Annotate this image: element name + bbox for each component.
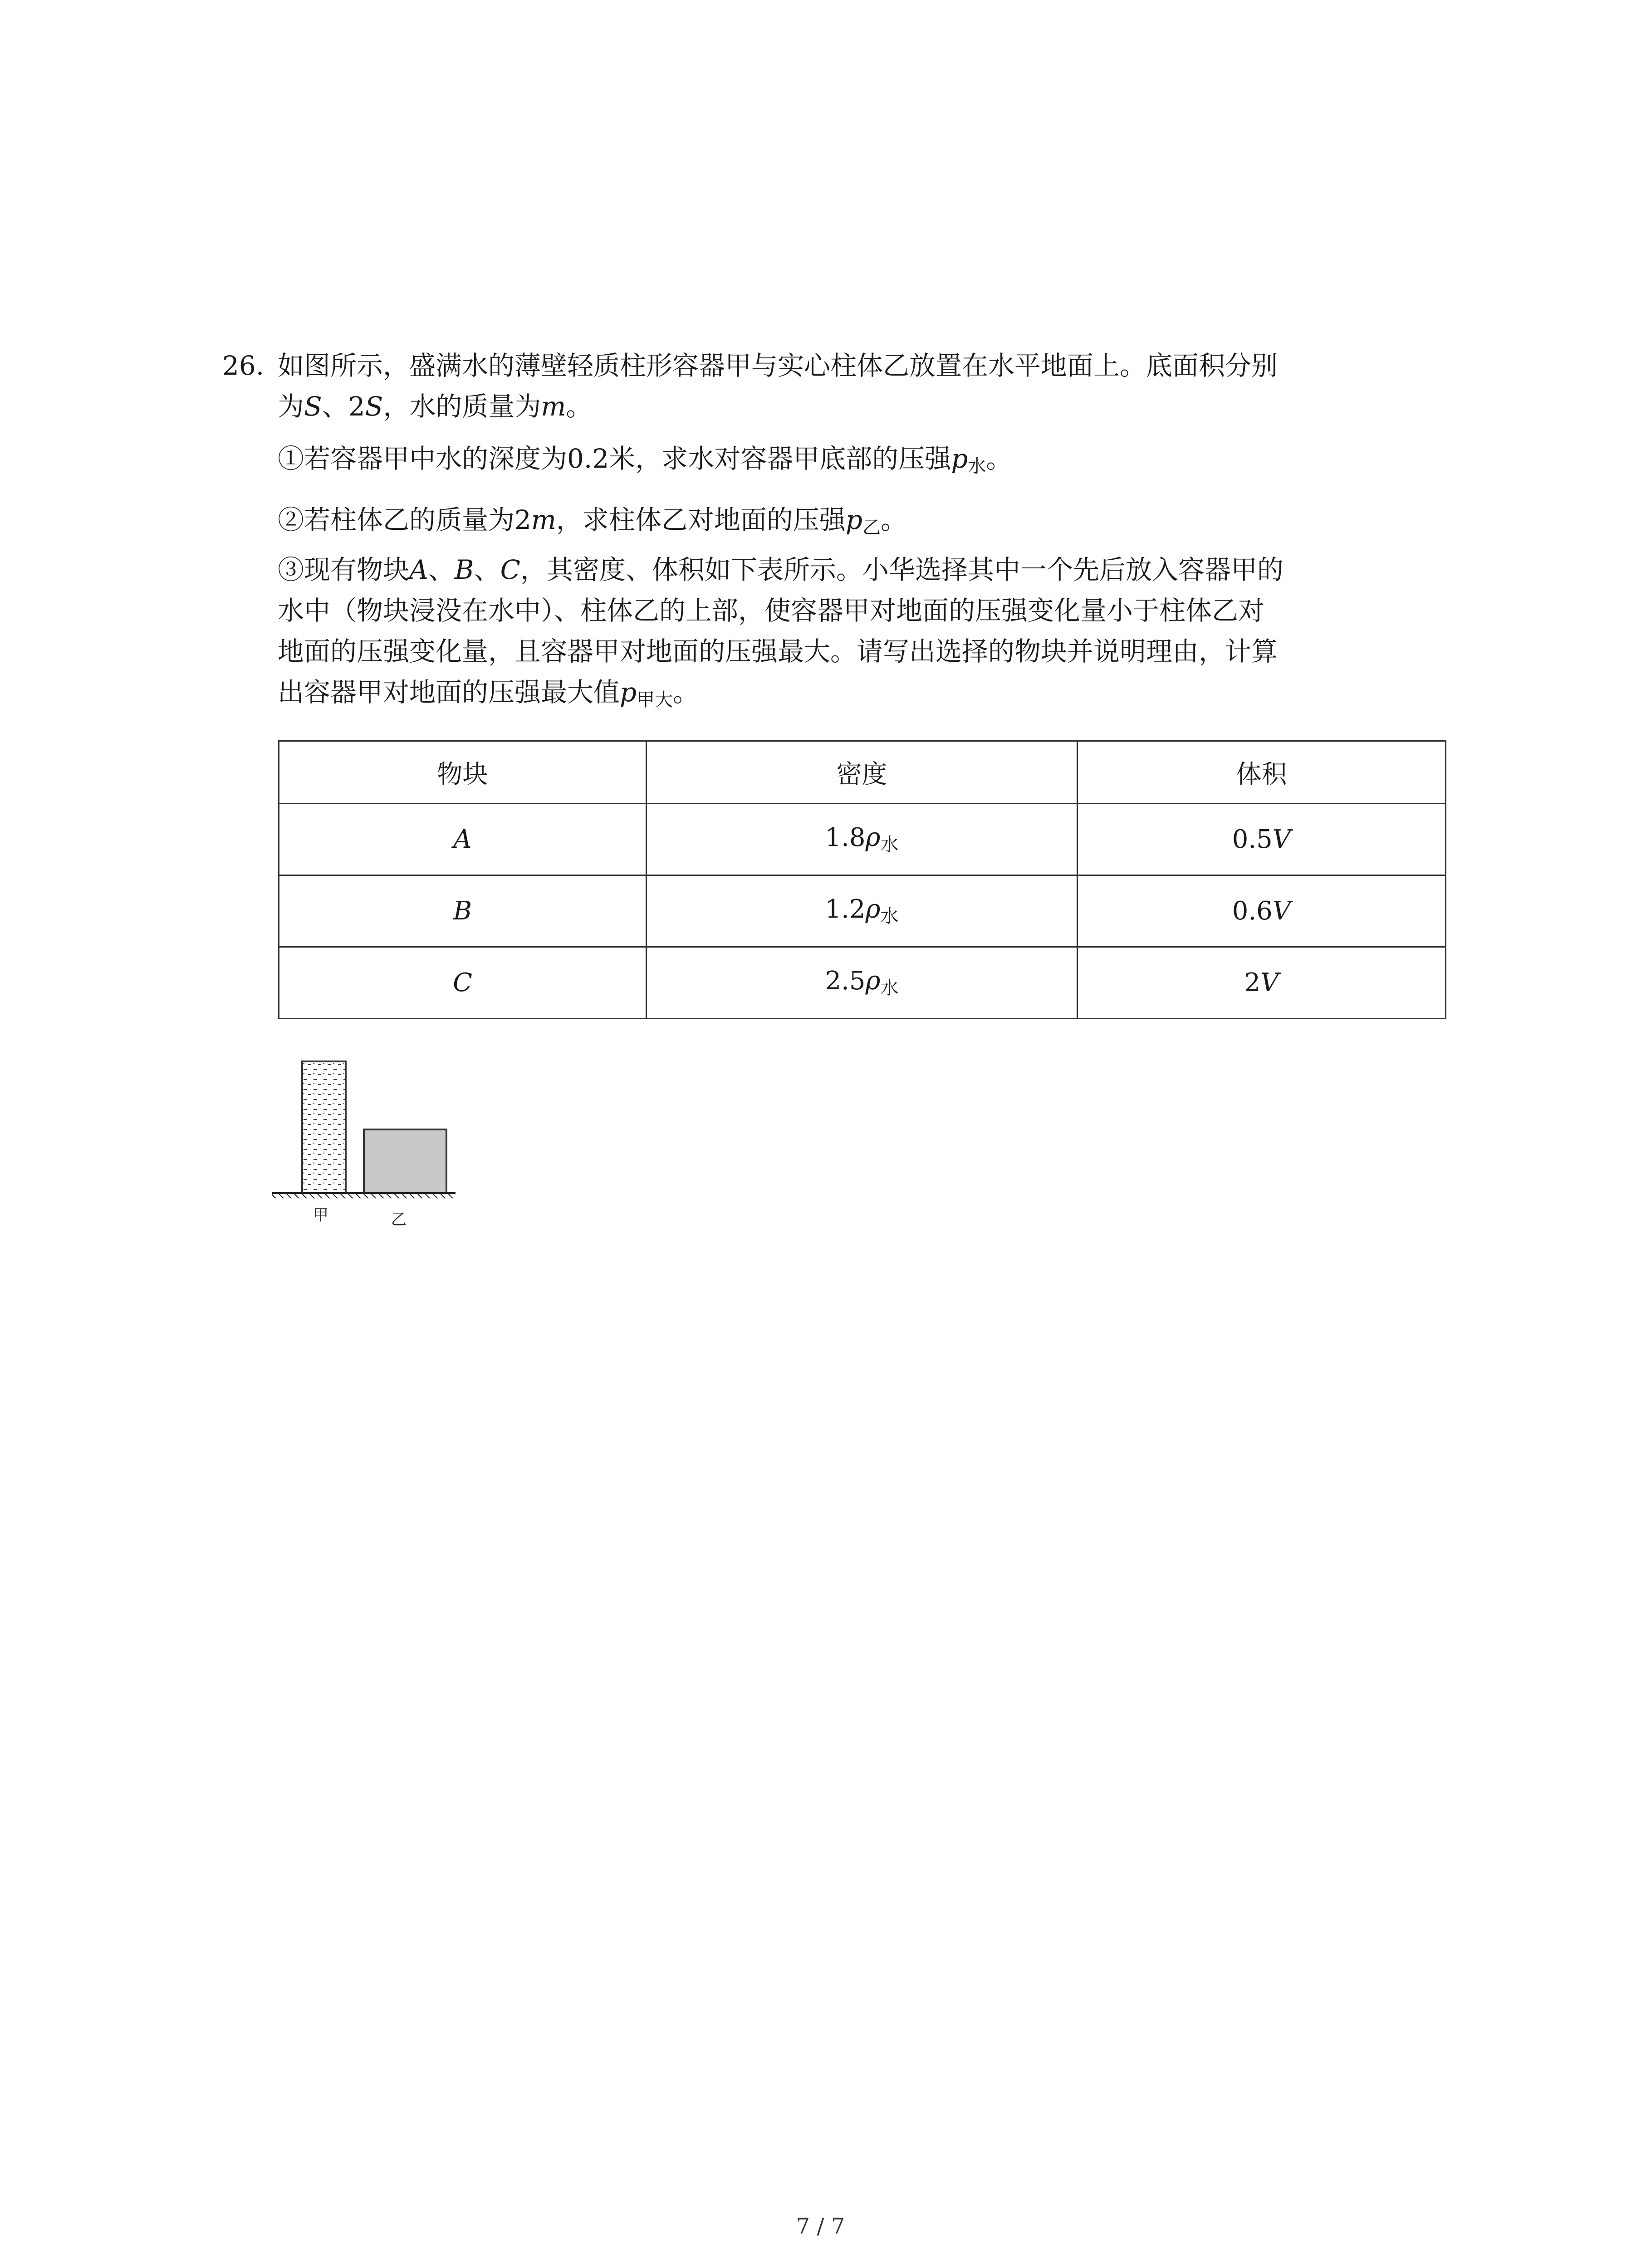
header-volume: 体积: [1078, 741, 1446, 804]
var-p: p: [951, 443, 968, 474]
question-stem-line2: [278, 390, 592, 423]
cell-density: [647, 875, 1078, 947]
label-yi: 乙: [391, 1211, 407, 1229]
sub2-text: ，求柱体乙对地面的压强: [556, 504, 846, 535]
rho-subscript: 水: [880, 978, 899, 998]
var-p: p: [845, 504, 863, 535]
subquestion-3-line2: 水中（物块浸没在水中）、柱体乙的上部，使容器甲对地面的压强变化量小于柱体乙对: [278, 595, 1265, 626]
table-header-row: [279, 741, 1446, 804]
density-num: 1.8: [825, 823, 866, 852]
blocks-table: [278, 740, 1446, 1019]
rho-subscript: 水: [880, 834, 899, 855]
var-S: S: [304, 391, 322, 422]
sub3-sep: 、: [428, 554, 455, 585]
cell-volume: [1078, 804, 1446, 875]
cell-block: [279, 875, 647, 947]
cell-volume: [1078, 875, 1446, 947]
cell-block: [279, 947, 647, 1019]
density-num: 1.2: [825, 894, 866, 924]
var-C: C: [500, 554, 520, 585]
volume-num: 2: [1244, 968, 1261, 997]
cell-density: [647, 804, 1078, 875]
volume-num: 0.6: [1232, 896, 1273, 926]
sub3-text: 出容器甲对地面的压强最大值: [278, 677, 620, 708]
block-name: B: [453, 896, 472, 926]
table-row: [279, 804, 1446, 875]
subquestion-1: [278, 442, 1012, 483]
volume-unit: V: [1272, 825, 1291, 854]
page-number: 7 / 7: [796, 2214, 845, 2239]
var-A: A: [409, 554, 428, 585]
containers-figure: [272, 1057, 463, 1247]
sub2-end: 。: [881, 504, 907, 535]
question-number: 26.: [222, 350, 265, 381]
volume-unit: V: [1272, 896, 1291, 926]
container-jia: [302, 1061, 346, 1193]
rho-subscript: 水: [880, 906, 899, 927]
subscript: 甲大: [637, 689, 673, 710]
sub1-end: 。: [986, 443, 1013, 474]
table-row: [279, 947, 1446, 1019]
stem-text: 、2: [322, 391, 365, 422]
block-name: A: [453, 825, 472, 854]
subquestion-3-line4: [278, 676, 699, 716]
block-name: C: [453, 968, 472, 997]
label-jia: 甲: [313, 1206, 328, 1224]
cell-block: [279, 804, 647, 875]
rho-symbol: ρ: [865, 823, 881, 852]
volume-num: 0.5: [1232, 825, 1273, 854]
header-density: 密度: [647, 741, 1078, 804]
var-S: S: [365, 391, 383, 422]
stem-text: ，水的质量为: [383, 391, 541, 422]
sub1-text: ①若容器甲中水的深度为0.2米，求水对容器甲底部的压强: [278, 443, 951, 474]
sub3-text: ，其密度、体积如下表所示。小华选择其中一个先后放入容器甲的: [520, 554, 1283, 585]
rho-symbol: ρ: [865, 966, 881, 996]
subscript: 水: [968, 456, 986, 477]
sub3-end: 。: [673, 677, 700, 708]
subquestion-3-line3: 地面的压强变化量，且容器甲对地面的压强最大。请写出选择的物块并说明理由，计算: [278, 636, 1278, 667]
var-p: p: [620, 677, 637, 708]
cylinder-yi: [364, 1129, 446, 1193]
question-stem-line1: 如图所示，盛满水的薄壁轻质柱形容器甲与实心柱体乙放置在水平地面上。底面积分别: [278, 350, 1278, 381]
subscript: 乙: [862, 517, 881, 538]
volume-unit: V: [1260, 968, 1279, 997]
ground-line: [272, 1193, 456, 1198]
subquestion-3-line1: [278, 553, 1283, 586]
var-m: m: [541, 391, 566, 422]
stem-text: 为: [278, 391, 304, 422]
sub3-text: ③现有物块: [278, 554, 410, 585]
var-B: B: [454, 554, 474, 585]
stem-text: 。: [566, 391, 593, 422]
subquestion-2: [278, 503, 907, 544]
cell-volume: [1078, 947, 1446, 1019]
density-num: 2.5: [825, 966, 866, 996]
rho-symbol: ρ: [865, 894, 881, 924]
cell-density: [647, 947, 1078, 1019]
sub2-text: ②若柱体乙的质量为2: [278, 504, 531, 535]
header-block: 物块: [279, 741, 647, 804]
table-row: [279, 875, 1446, 947]
var-m: m: [531, 504, 556, 535]
sub3-sep: 、: [474, 554, 500, 585]
